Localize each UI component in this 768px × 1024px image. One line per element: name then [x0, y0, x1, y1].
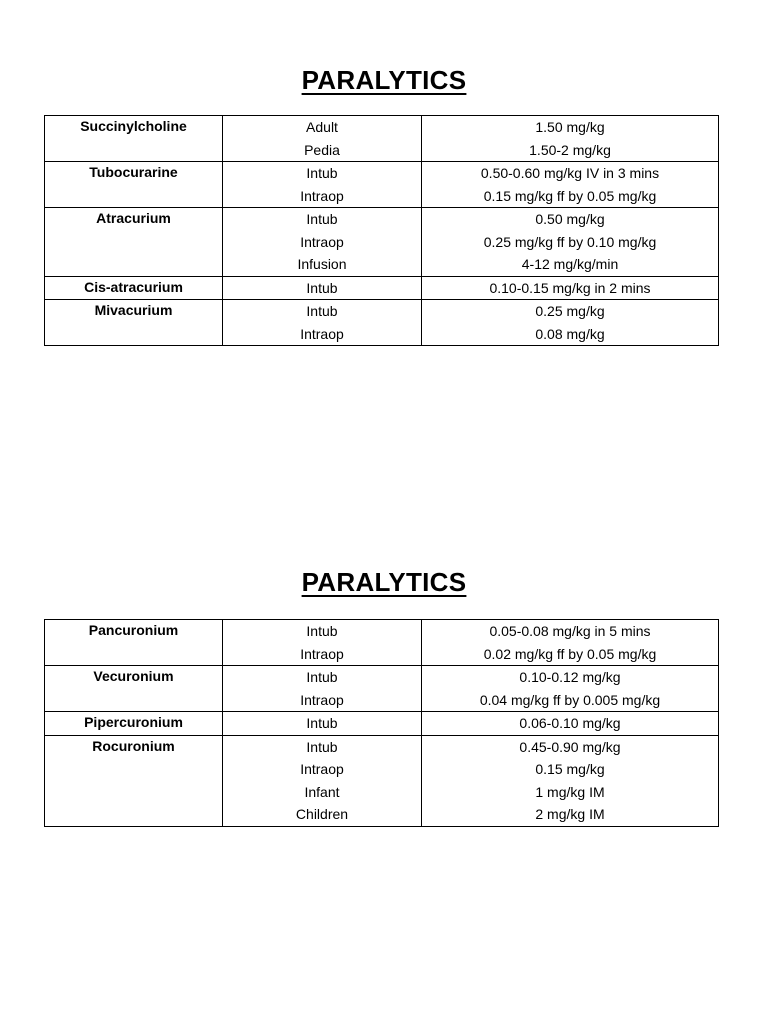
drug-name: Pipercuronium — [84, 714, 183, 730]
dose-value: 0.25 mg/kg ff by 0.10 mg/kg — [483, 233, 657, 250]
route-cell — [223, 300, 422, 346]
drug-name: Rocuronium — [92, 737, 175, 754]
drug-name-cell — [45, 300, 223, 346]
table-row — [45, 300, 719, 346]
table-row — [45, 116, 719, 162]
route-cell — [223, 116, 422, 162]
table-row — [45, 208, 719, 277]
table-row — [45, 620, 719, 666]
route-cell — [223, 208, 422, 277]
dose-value: 0.10-0.12 mg/kg — [519, 669, 621, 685]
dose-value: 0.08 mg/kg — [535, 325, 605, 342]
dose-cell — [422, 735, 719, 826]
dose-value: 0.06-0.10 mg/kg — [519, 715, 621, 731]
drug-name-cell — [45, 208, 223, 277]
drug-name: Mivacurium — [94, 302, 173, 318]
dose-value: 4-12 mg/kg/min — [521, 256, 619, 272]
dose-value: 0.04 mg/kg ff by 0.005 mg/kg — [479, 691, 661, 708]
dose-value: 0.02 mg/kg ff by 0.05 mg/kg — [483, 645, 657, 662]
drug-name: Atracurium — [96, 210, 171, 226]
route-label: Children — [295, 806, 349, 822]
drug-name-cell — [45, 276, 223, 300]
route-label: Intraop — [300, 691, 344, 708]
table-row — [45, 712, 719, 736]
section-title: PARALYTICS — [301, 567, 467, 597]
paralytics-section-2 — [0, 564, 768, 822]
dose-value: 0.15 mg/kg — [535, 761, 605, 777]
drug-name-cell — [45, 712, 223, 736]
route-label: Infant — [304, 783, 340, 800]
route-label: Pedia — [304, 141, 340, 158]
dose-cell — [422, 712, 719, 736]
route-label: Infusion — [297, 256, 347, 272]
dose-value: 0.15 mg/kg ff by 0.05 mg/kg — [483, 187, 657, 204]
dose-value: 0.50 mg/kg — [535, 211, 605, 227]
dose-value: 0.10-0.15 mg/kg in 2 mins — [489, 279, 651, 296]
route-cell — [223, 666, 422, 712]
drug-name: Cis-atracurium — [84, 278, 183, 295]
drug-name-cell — [45, 116, 223, 162]
drug-name-cell — [45, 735, 223, 826]
dose-cell — [422, 116, 719, 162]
dose-value: 0.45-0.90 mg/kg — [519, 738, 621, 755]
route-cell — [223, 712, 422, 736]
table-row — [45, 735, 719, 826]
route-label: Intub — [306, 279, 338, 296]
table-row — [45, 162, 719, 208]
route-label: Intub — [306, 165, 338, 181]
dose-value: 0.05-0.08 mg/kg in 5 mins — [489, 623, 651, 639]
route-label: Intub — [306, 623, 338, 639]
dose-cell — [422, 666, 719, 712]
paralytics-section-1 — [0, 62, 768, 342]
dose-cell — [422, 208, 719, 277]
route-label: Adult — [306, 119, 338, 135]
route-label: Intraop — [300, 187, 344, 204]
dose-value: 0.25 mg/kg — [535, 303, 605, 319]
route-label: Intub — [306, 715, 338, 731]
route-label: Intraop — [300, 233, 344, 250]
drug-name: Pancuronium — [88, 622, 179, 638]
drug-name: Succinylcholine — [80, 118, 187, 134]
drug-name: Tubocurarine — [89, 164, 178, 180]
dosing-table-1 — [44, 115, 719, 346]
route-cell — [223, 620, 422, 666]
dose-value: 2 mg/kg IM — [535, 806, 605, 822]
route-label: Intraop — [300, 325, 344, 342]
dose-value: 0.50-0.60 mg/kg IV in 3 mins — [480, 165, 660, 181]
drug-name-cell — [45, 620, 223, 666]
drug-name: Vecuronium — [93, 668, 174, 684]
dose-value: 1.50 mg/kg — [535, 119, 605, 135]
dose-cell — [422, 620, 719, 666]
dose-cell — [422, 300, 719, 346]
dosing-table-2 — [44, 619, 719, 827]
drug-name-cell — [45, 666, 223, 712]
drug-name-cell — [45, 162, 223, 208]
route-label: Intraop — [300, 761, 344, 777]
section-title: PARALYTICS — [301, 65, 467, 95]
route-label: Intub — [306, 211, 338, 227]
route-label: Intub — [306, 669, 338, 685]
route-label: Intraop — [300, 645, 344, 662]
table-row — [45, 276, 719, 300]
dose-cell — [422, 162, 719, 208]
route-cell — [223, 735, 422, 826]
table-row — [45, 666, 719, 712]
dose-value: 1 mg/kg IM — [535, 783, 605, 800]
route-cell — [223, 162, 422, 208]
dose-value: 1.50-2 mg/kg — [529, 141, 611, 158]
route-label: Intub — [306, 303, 338, 319]
route-label: Intub — [306, 738, 338, 755]
route-cell — [223, 276, 422, 300]
dose-cell — [422, 276, 719, 300]
